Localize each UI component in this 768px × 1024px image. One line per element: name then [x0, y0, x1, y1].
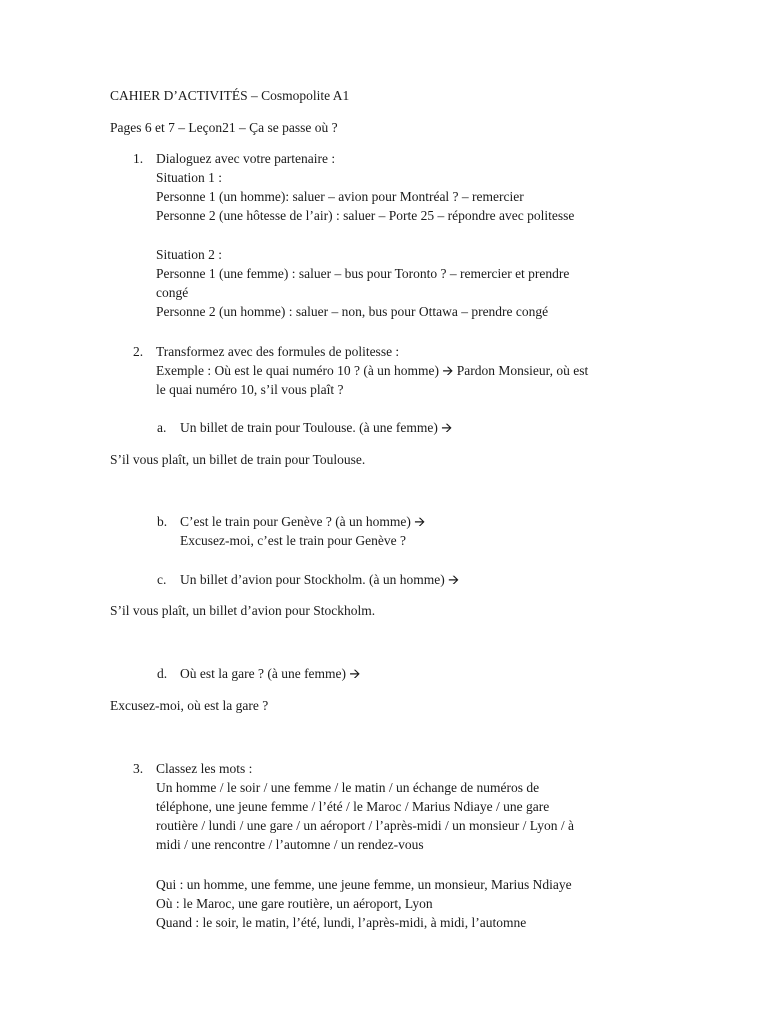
- ex3-answer-quand: Quand : le soir, le matin, l’été, lundi, l’après-midi, à midi, l’automne: [156, 915, 527, 930]
- ex2-item-a-label: a.: [157, 420, 167, 435]
- ex1-situation2-person1-line2: congé: [156, 285, 189, 300]
- ex3-words-line2: téléphone, une jeune femme / l’été / le Maroc / Marius Ndiaye / une gare: [156, 799, 550, 814]
- ex2-item-c-answer: S’il vous plaît, un billet d’avion pour Stockholm.: [110, 603, 376, 618]
- ex1-number: 1.: [133, 151, 144, 166]
- ex2-item-d-answer: Excusez-moi, où est la gare ?: [110, 698, 269, 713]
- ex3-words-line3: routière / lundi / une gare / un aéroport / l’après-midi / un monsieur / Lyon / à: [156, 818, 575, 833]
- ex1-situation1-label: Situation 1 :: [156, 170, 223, 185]
- ex3-words-line4: midi / une rencontre / l’automne / un rendez-vous: [156, 837, 424, 852]
- ex1-situation2-person1-line1: Personne 1 (une femme) : saluer – bus pour Toronto ? – remercier et prendre: [156, 266, 570, 281]
- ex2-item-b-answer: Excusez-moi, c’est le train pour Genève ?: [180, 533, 407, 548]
- ex1-situation1-person1: Personne 1 (un homme): saluer – avion pour Montréal ? – remercier: [156, 189, 524, 204]
- page-subtitle: Pages 6 et 7 – Leçon21 – Ça se passe où ?: [110, 120, 338, 135]
- ex2-instruction: Transformez avec des formules de politesse :: [156, 344, 400, 359]
- ex2-item-c-label: c.: [157, 572, 167, 587]
- ex3-answer-qui: Qui : un homme, une femme, une jeune femme, un monsieur, Marius Ndiaye: [156, 877, 572, 892]
- ex1-situation2-label: Situation 2 :: [156, 247, 223, 262]
- ex2-example-line1: Exemple : Où est le quai numéro 10 ? (à un homme) 🡪 Pardon Monsieur, où est: [156, 363, 589, 378]
- ex3-answer-ou: Où : le Maroc, une gare routière, un aéroport, Lyon: [156, 896, 433, 911]
- ex1-situation2-person2: Personne 2 (un homme) : saluer – non, bus pour Ottawa – prendre congé: [156, 304, 549, 319]
- ex1-instruction: Dialoguez avec votre partenaire :: [156, 151, 336, 166]
- ex2-item-a-answer: S’il vous plaît, un billet de train pour Toulouse.: [110, 452, 366, 467]
- ex2-example-line2: le quai numéro 10, s’il vous plaît ?: [156, 382, 344, 397]
- page-title: CAHIER D’ACTIVITÉS – Cosmopolite A1: [110, 88, 350, 103]
- ex2-item-a-text: Un billet de train pour Toulouse. (à une femme) 🡪: [180, 420, 453, 435]
- ex1-situation1-person2: Personne 2 (une hôtesse de l’air) : saluer – Porte 25 – répondre avec politesse: [156, 208, 575, 223]
- ex2-item-b-text: C’est le train pour Genève ? (à un homme) 🡪: [180, 514, 426, 529]
- ex3-instruction: Classez les mots :: [156, 761, 253, 776]
- ex3-words-line1: Un homme / le soir / une femme / le matin / un échange de numéros de: [156, 780, 540, 795]
- ex2-item-c-text: Un billet d’avion pour Stockholm. (à un homme) 🡪: [180, 572, 460, 587]
- ex2-number: 2.: [133, 344, 144, 359]
- ex2-item-d-text: Où est la gare ? (à une femme) 🡪: [180, 666, 361, 681]
- ex2-item-d-label: d.: [157, 666, 168, 681]
- ex2-item-b-label: b.: [157, 514, 168, 529]
- ex3-number: 3.: [133, 761, 144, 776]
